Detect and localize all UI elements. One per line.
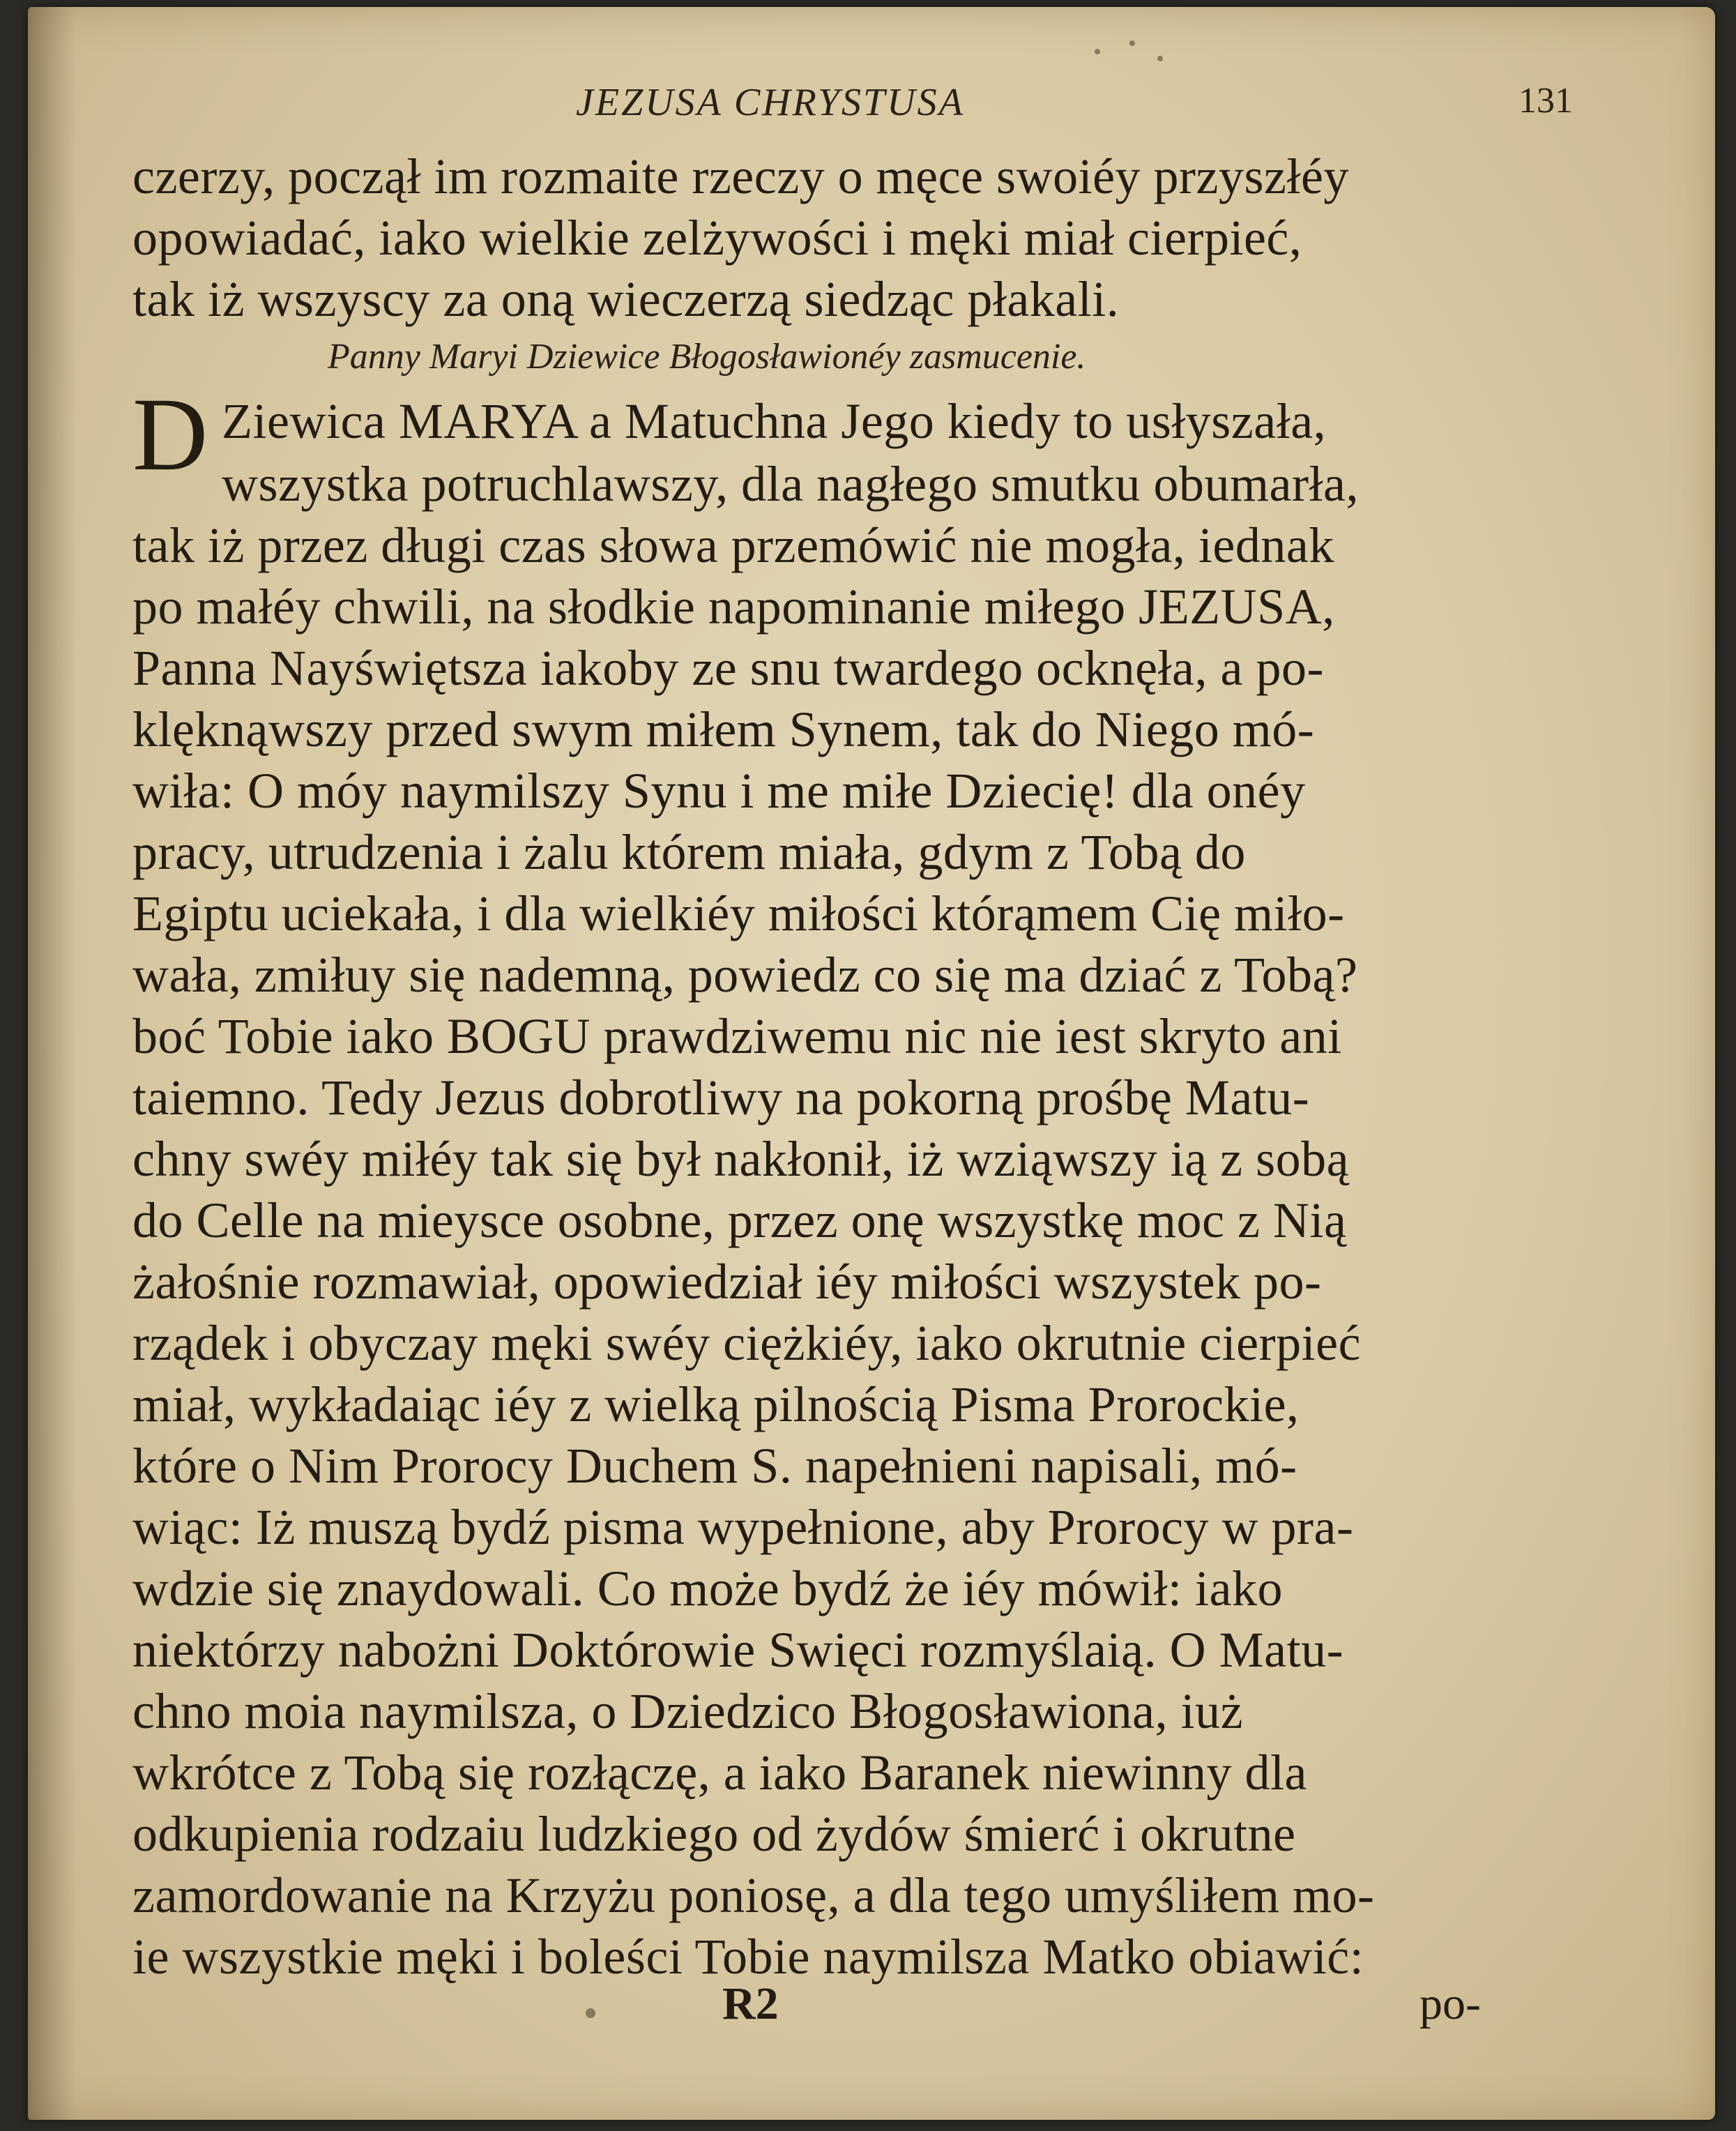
text-line: boć Tobie iako BOGU prawdziwemu nic nie iest skryto ani bbox=[132, 1008, 1342, 1064]
text-line: rządek i obyczay męki swéy ciężkiéy, iako okrutnie cierpieć bbox=[132, 1315, 1362, 1371]
text-line: chno moia naymilsza, o Dziedzico Błogosławiona, iuż bbox=[132, 1683, 1244, 1739]
text-line: niektórzy nabożni Doktórowie Swięci rozmyślaią. O Matu- bbox=[132, 1622, 1344, 1678]
page-number: 131 bbox=[1518, 81, 1573, 121]
section-title: Panny Maryi Dziewice Błogosławionéy zasmucenie. bbox=[328, 337, 1086, 377]
running-head: JEZUSA CHRYSTUSA bbox=[576, 81, 965, 124]
drop-cap: D bbox=[132, 377, 208, 492]
text-line: tak iż przez długi czas słowa przemówić nie mogła, iednak bbox=[132, 517, 1334, 573]
paper-speck bbox=[1129, 40, 1135, 46]
text-line: opowiadać, iako wielkie zelżywości i męki miał cierpieć, bbox=[132, 210, 1302, 266]
text-line: czerzy, począł im rozmaite rzeczy o męce swoiéy przyszłéy bbox=[132, 149, 1349, 204]
text-line: wszystka potruchlawszy, dla nagłego smutku obumarła, bbox=[222, 456, 1359, 512]
text-line: taiemno. Tedy Jezus dobrotliwy na pokorną prośbę Matu- bbox=[132, 1070, 1310, 1125]
page-gutter-shadow bbox=[28, 7, 77, 2120]
text-line: po małéy chwili, na słodkie napominanie miłego JEZUSA, bbox=[132, 579, 1335, 635]
text-line: wała, zmiłuy się nademną, powiedz co się ma dziać z Tobą? bbox=[132, 947, 1358, 1003]
text-line: Panna Nayświętsza iakoby ze snu twardego ocknęła, a po- bbox=[132, 640, 1324, 696]
text-line: ie wszystkie męki i boleści Tobie naymilsza Matko obiawić: bbox=[132, 1929, 1364, 1985]
text-line: żałośnie rozmawiał, opowiedział iéy miłości wszystek po- bbox=[132, 1254, 1322, 1310]
text-line: które o Nim Prorocy Duchem S. napełnieni napisali, mó- bbox=[132, 1438, 1297, 1494]
text-line: chny swéy miłéy tak się był nakłonił, iż wziąwszy ią z sobą bbox=[132, 1131, 1350, 1187]
text-line: pracy, utrudzenia i żalu którem miała, gdym z Tobą do bbox=[132, 824, 1246, 880]
text-line: wiąc: Iż muszą bydź pisma wypełnione, aby Prorocy w pra- bbox=[132, 1499, 1354, 1555]
text-line: wiła: O móy naymilszy Synu i me miłe Dziecię! dla onéy bbox=[132, 763, 1306, 819]
text-line: Egiptu uciekała, i dla wielkiéy miłości którąmem Cię miło- bbox=[132, 886, 1345, 941]
text-line: klęknąwszy przed swym miłem Synem, tak do Niego mó- bbox=[132, 702, 1315, 757]
text-line: do Celle na mieysce osobne, przez onę wszystkę moc z Nią bbox=[132, 1192, 1347, 1248]
text-line: odkupienia rodzaiu ludzkiego od żydów śmierć i okrutne bbox=[132, 1806, 1296, 1862]
paper-speck bbox=[1095, 49, 1100, 54]
paper-speck bbox=[1157, 56, 1163, 61]
text-line: tak iż wszyscy za oną wieczerzą siedząc płakali. bbox=[132, 271, 1120, 327]
text-line: miał, wykładaiąc iéy z wielką pilnością Pisma Prorockie, bbox=[132, 1377, 1300, 1432]
text-line: wkrótce z Tobą się rozłączę, a iako Baranek niewinny dla bbox=[132, 1745, 1307, 1800]
paper-speck bbox=[586, 2008, 595, 2018]
text-line: wdzie się znaydowali. Co może bydź że iéy mówił: iako bbox=[132, 1561, 1284, 1616]
text-line: zamordowanie na Krzyżu poniosę, a dla tego umyśliłem mo- bbox=[132, 1867, 1375, 1923]
catchword: po- bbox=[1419, 1978, 1481, 2029]
text-line: Ziewica MARYA a Matuchna Jego kiedy to usłyszała, bbox=[222, 393, 1327, 449]
signature-mark: R2 bbox=[722, 1978, 779, 2029]
